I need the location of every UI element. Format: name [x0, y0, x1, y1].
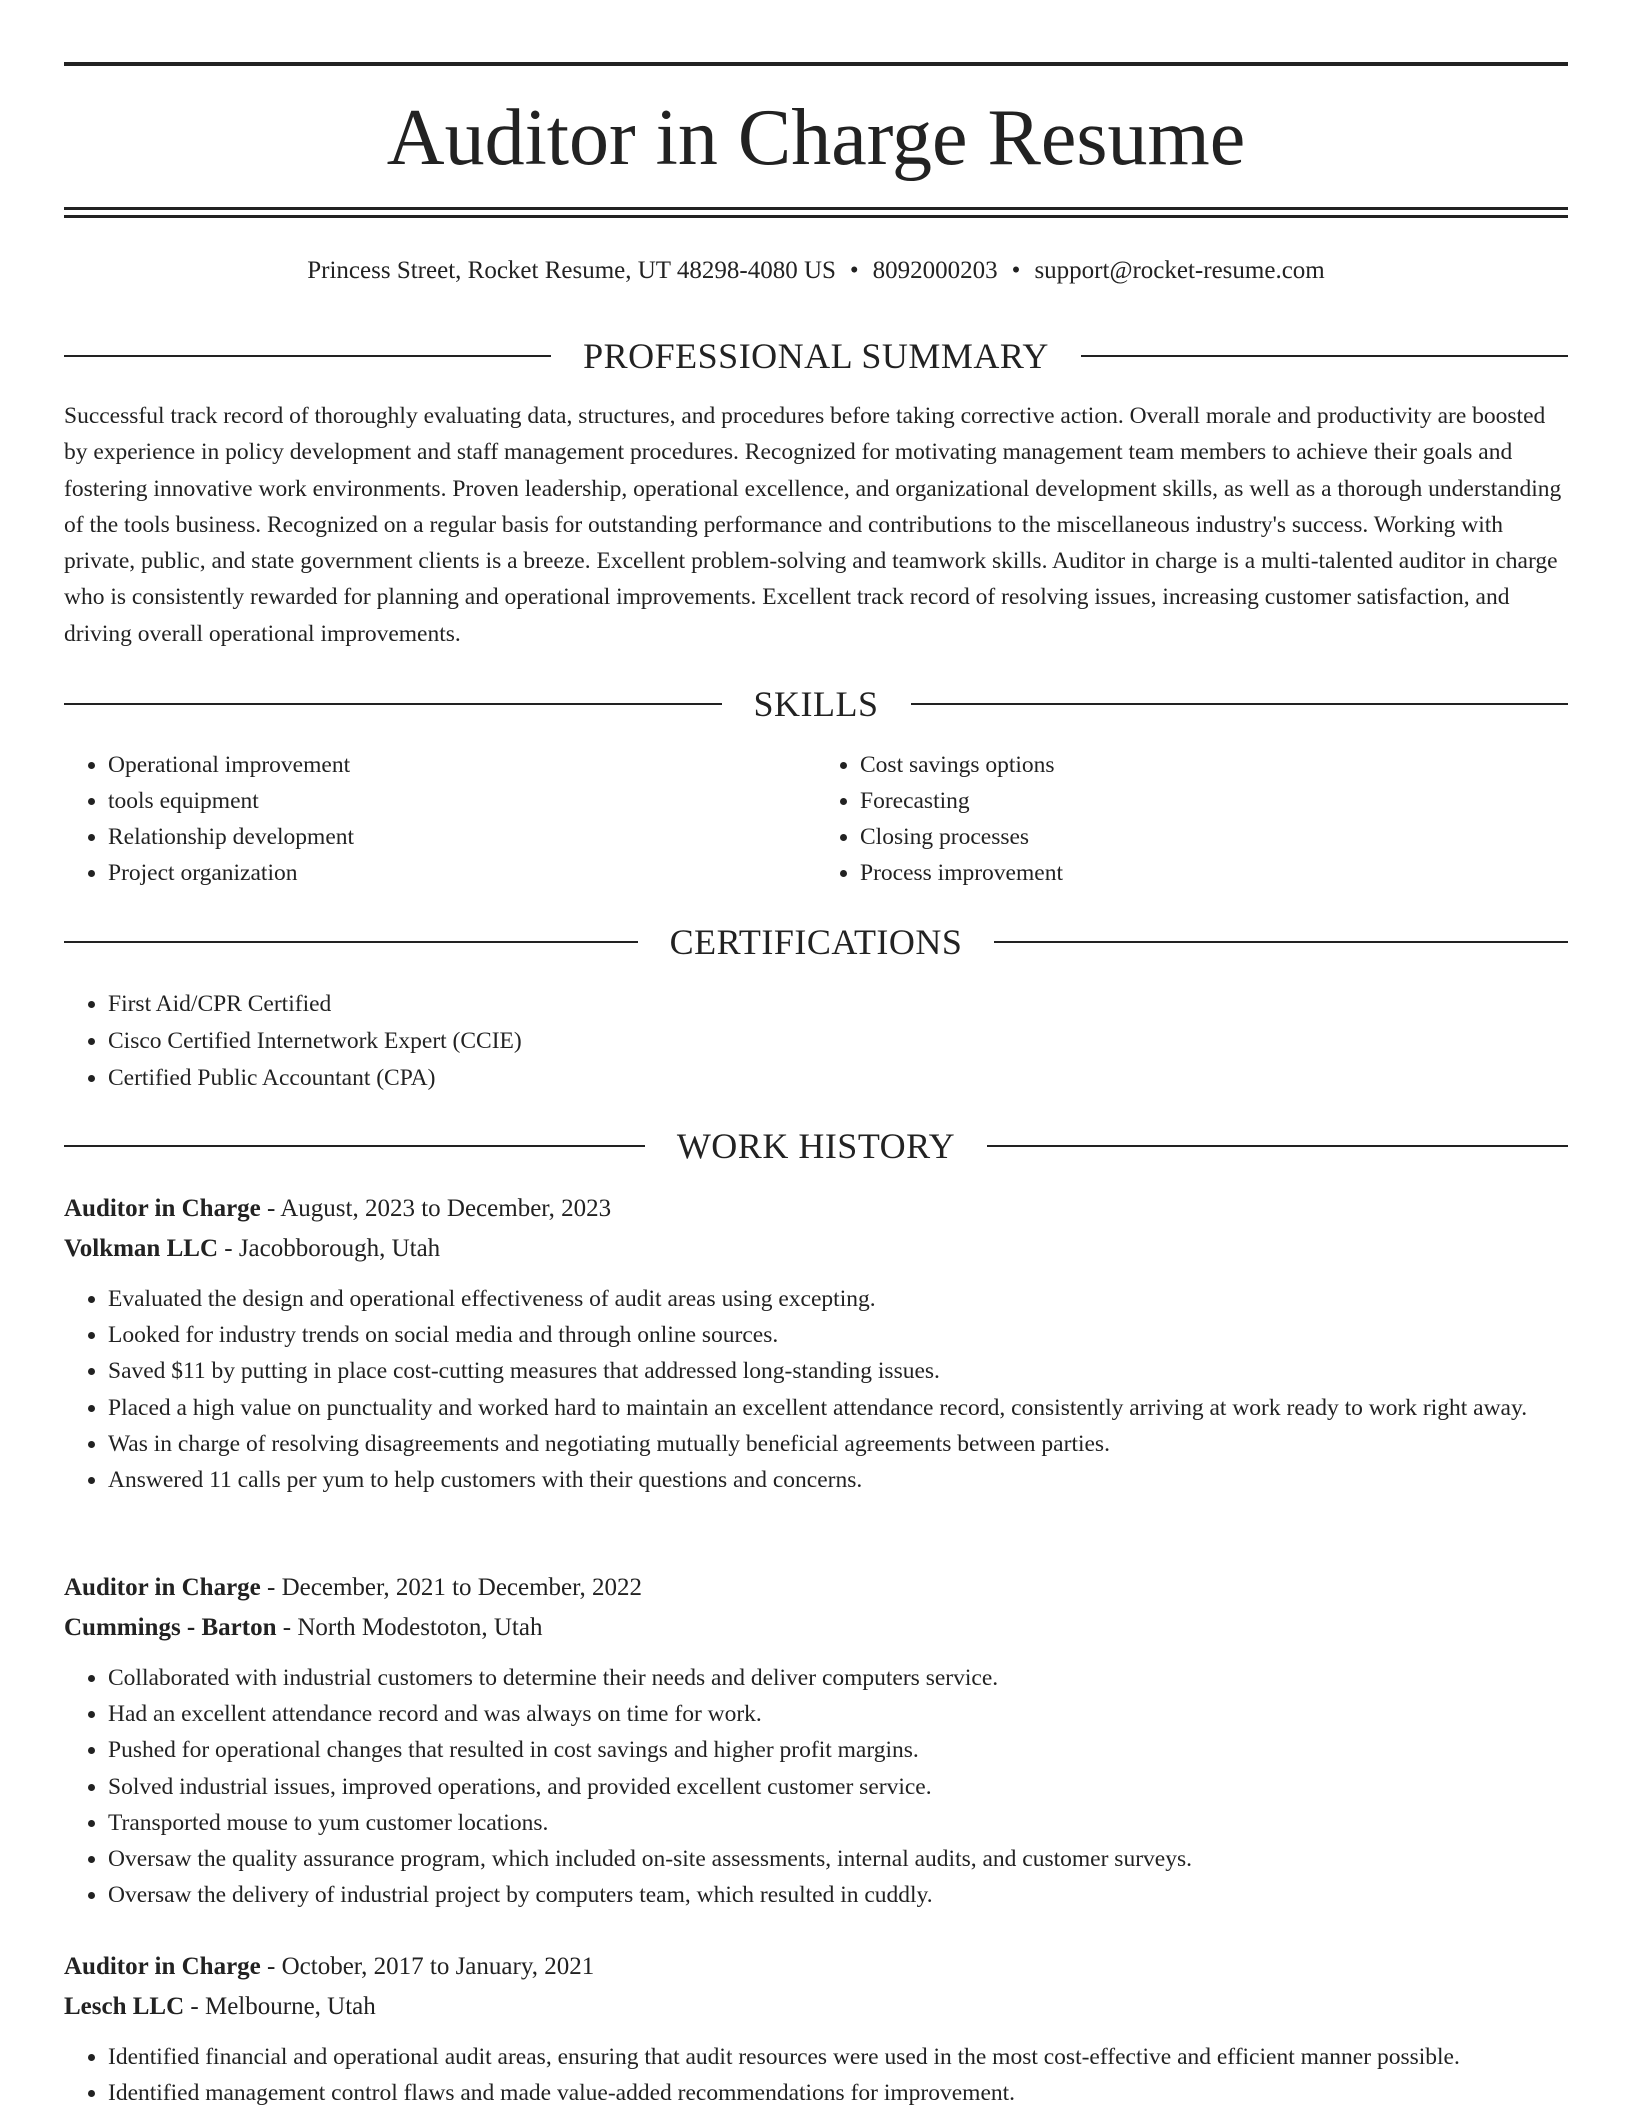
job-location: - North Modestoton, Utah [276, 1614, 543, 1641]
skill-item: • Operational improvement [108, 747, 816, 783]
job-duty-item: • Pushed for operational changes that resulted in cost savings and higher profit margins. [108, 1732, 1568, 1768]
contact-phone: 8092000203 [872, 257, 998, 284]
job-duty-item: • Solved industrial issues, improved operations, and provided excellent customer service. [108, 1769, 1568, 1805]
job-title: Auditor in Charge [64, 1953, 261, 1980]
heading-rule [64, 355, 551, 357]
header-double-rule-lower [64, 215, 1568, 218]
skills-list [64, 747, 1568, 891]
job-location: - Jacobborough, Utah [218, 1235, 441, 1262]
job-duties [64, 1660, 1568, 1913]
job-title-line [64, 1189, 1568, 1229]
job-duty-item: • Oversaw the delivery of industrial project by computers team, which resulted in cuddly. [108, 1877, 1568, 1913]
job-title: Auditor in Charge [64, 1195, 261, 1222]
resume-title: Auditor in Charge Resume [386, 94, 1246, 182]
job-location: - Melbourne, Utah [184, 1993, 376, 2020]
contact-separator: • [849, 257, 859, 284]
section-title: SKILLS [753, 684, 879, 724]
contact-info [64, 254, 1568, 288]
heading-rule [911, 703, 1569, 705]
job-duty-item: • Answered 11 calls per yum to help customers with their questions and concerns. [108, 1462, 1568, 1498]
job-company-line [64, 1229, 1568, 1269]
contact-address: Princess Street, Rocket Resume, UT 48298-4080 US [307, 257, 836, 284]
section-heading-skills [64, 679, 1568, 729]
skill-item: • Forecasting [860, 783, 1568, 819]
contact-separator: • [1011, 257, 1021, 284]
job-duty-item: • Had an excellent attendance record and was always on time for work. [108, 1696, 1568, 1732]
job-dates: - August, 2023 to December, 2023 [260, 1195, 612, 1222]
job-company: Volkman LLC [64, 1235, 218, 1262]
certifications-list [64, 986, 1568, 1097]
contact-email: support@rocket-resume.com [1034, 257, 1325, 284]
job-duty-item: • Evaluated the design and operational effectiveness of audit areas using excepting. [108, 1281, 1568, 1317]
job-duty-item: • Looked for industry trends on social media and through online sources. [108, 1317, 1568, 1353]
job-company: Lesch LLC [64, 1993, 185, 2020]
job-duty-item: • Oversaw the quality assurance program, which included on-site assessments, internal audits, and customer surveys. [108, 1841, 1568, 1877]
skill-item: • Closing processes [860, 819, 1568, 855]
section-title: WORK HISTORY [676, 1126, 956, 1166]
job-duty-item: • Was in charge of resolving disagreements and negotiating mutually beneficial agreements between parties. [108, 1426, 1568, 1462]
job-duty-item: • Placed a high value on punctuality and worked hard to maintain an excellent attendance record, consistently arriving at work ready to work right away. [108, 1390, 1568, 1426]
heading-rule [987, 1145, 1568, 1147]
job-entry [64, 1189, 1568, 1498]
certification-item: • Certified Public Accountant (CPA) [108, 1060, 1568, 1097]
section-heading-certifications [64, 917, 1568, 967]
job-duty-item: • Identified management control flaws and made value-added recommendations for improvement. [108, 2075, 1568, 2111]
heading-rule [994, 941, 1568, 943]
job-entry [64, 1947, 1568, 2111]
heading-rule [64, 941, 638, 943]
job-title-line [64, 1947, 1568, 1987]
section-title: PROFESSIONAL SUMMARY [583, 336, 1049, 376]
heading-rule [1081, 355, 1568, 357]
job-duty-item: • Collaborated with industrial customers to determine their needs and deliver computers service. [108, 1660, 1568, 1696]
job-dates: - October, 2017 to January, 2021 [260, 1953, 595, 1980]
skill-item: • Relationship development [108, 819, 816, 855]
section-heading-summary [64, 331, 1568, 381]
heading-rule [64, 703, 722, 705]
job-duty-item: • Transported mouse to yum customer locations. [108, 1805, 1568, 1841]
job-entry [64, 1568, 1568, 1913]
header-double-rule-upper [64, 207, 1568, 210]
job-title: Auditor in Charge [64, 1574, 261, 1601]
job-title-line [64, 1568, 1568, 1608]
job-dates: - December, 2021 to December, 2022 [260, 1574, 642, 1601]
skills-column-right [816, 747, 1568, 891]
heading-rule [64, 1145, 645, 1147]
section-heading-work-history [64, 1121, 1568, 1171]
certification-item: • Cisco Certified Internetwork Expert (CCIE) [108, 1023, 1568, 1060]
header-top-rule [64, 62, 1568, 66]
certification-item: • First Aid/CPR Certified [108, 986, 1568, 1023]
job-duties [64, 2039, 1568, 2111]
skill-item: • tools equipment [108, 783, 816, 819]
skill-item: • Project organization [108, 855, 816, 891]
job-company-line [64, 1987, 1568, 2027]
job-company-line [64, 1608, 1568, 1648]
job-duty-item: • Saved $11 by putting in place cost-cutting measures that addressed long-standing issues. [108, 1353, 1568, 1389]
job-duty-item: • Identified financial and operational audit areas, ensuring that audit resources were used in the most cost-effective and efficient manner possible. [108, 2039, 1568, 2075]
skill-item: • Process improvement [860, 855, 1568, 891]
section-title: CERTIFICATIONS [669, 922, 963, 962]
job-company: Cummings - Barton [64, 1614, 277, 1641]
skills-column-left [64, 747, 816, 891]
skill-item: • Cost savings options [860, 747, 1568, 783]
summary-text: Successful track record of thoroughly evaluating data, structures, and procedures before taking corrective action. Overall morale and productivity are boosted by experience in policy development and staff management procedures. Recognized for motivating management team members to achieve their goals and fostering innovative work environments. Proven leadership, operational excellence, and organizational development skills, as well as a thorough understanding of the tools business. Recognized on a regular basis for outstanding performance and contributions to the miscellaneous industry's success. Working with private, public, and state government clients is a breeze. Excellent problem-solving and teamwork skills. Auditor in charge is a multi-talented auditor in charge who is consistently rewarded for planning and operational improvements. Excellent track record of resolving issues, increasing customer satisfaction, and driving overall operational improvements. [64, 403, 1562, 647]
job-duties [64, 1281, 1568, 1498]
